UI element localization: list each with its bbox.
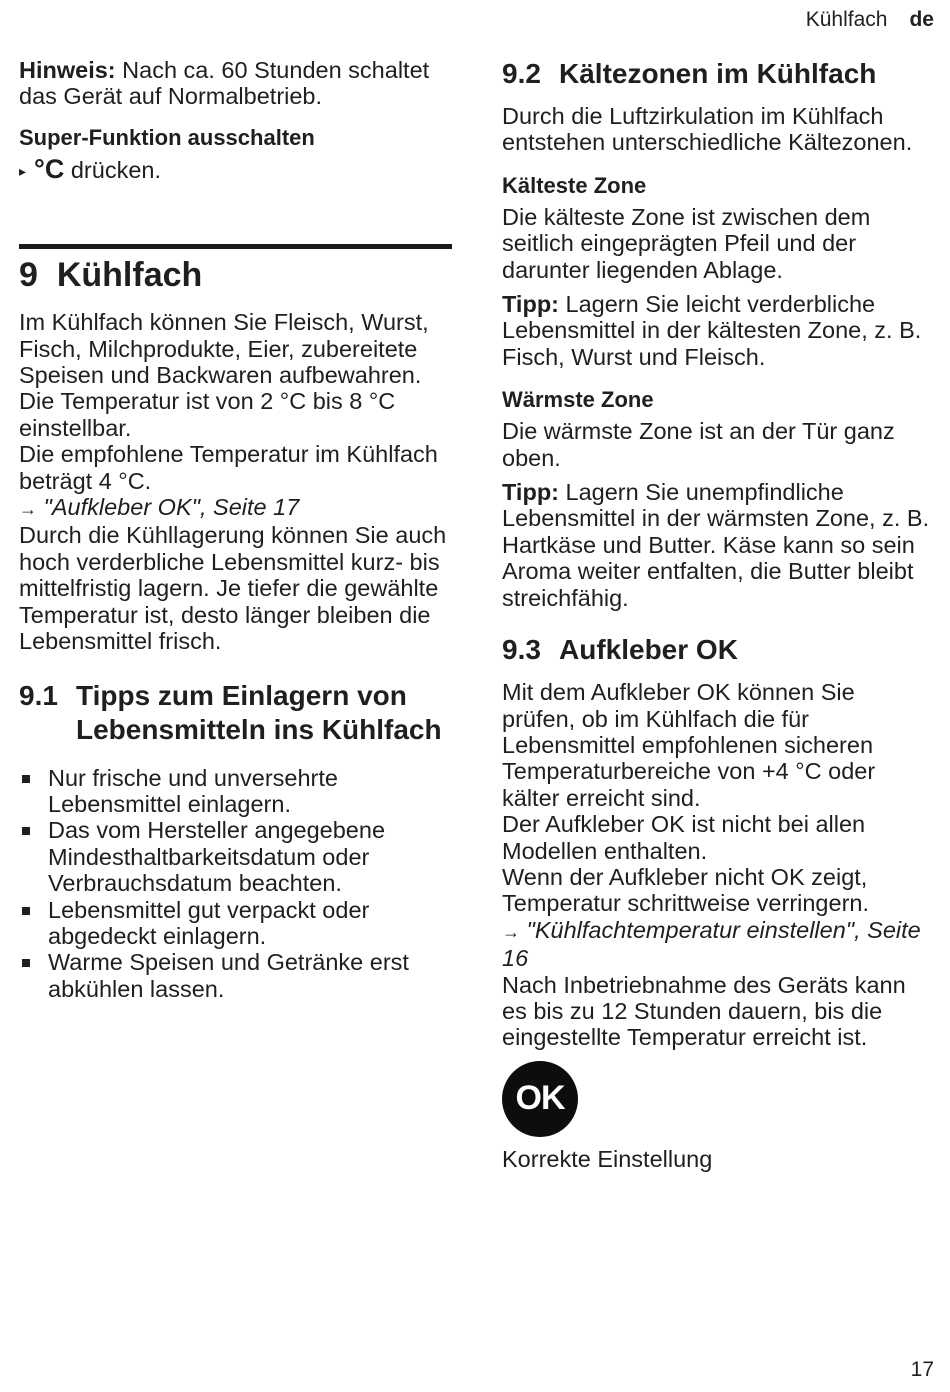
super-off-step — [19, 153, 452, 184]
section-9-3-number: 9.3 — [502, 634, 541, 666]
intro-paragraph-2: Die Temperatur ist von 2 °C bis 8 °C einstellbar. — [19, 388, 396, 441]
chapter-title: Kühlfach — [56, 256, 203, 295]
note-text: Nach ca. 60 Stunden schaltet das Gerät auf Normalbetrieb. — [19, 57, 430, 110]
section-9-3-cross-reference[interactable] — [502, 917, 932, 972]
coldest-zone-tip — [502, 291, 932, 370]
coldest-zone-text: Die kälteste Zone ist zwischen dem seitlich eingeprägten Pfeil und der darunter liegenden Ablage. — [502, 203, 871, 283]
list-item: Das vom Hersteller angegebene Mindesthaltbarkeitsdatum oder Verbrauchsdatum beachten. — [19, 817, 452, 896]
intro-paragraph-4: Durch die Kühllagerung können Sie auch hoch verderbliche Lebensmittel kurz- bis mittelfristig lagern. Je tiefer die gewählte Temperatur ist, desto länger bleiben die Lebensmittel frisch. — [19, 522, 447, 655]
reference-arrow-icon: → — [502, 921, 520, 942]
header-section: Kühlfach — [805, 8, 888, 31]
header-language: de — [909, 8, 934, 31]
storage-tips-list — [19, 765, 452, 1003]
bullet-square-icon — [22, 827, 30, 835]
chapter-rule — [19, 244, 452, 249]
section-9-3-xref-text: "Kühlfachtemperatur einstellen", Seite 16 — [502, 916, 921, 972]
running-header — [806, 8, 934, 32]
list-item: Warme Speisen und Getränke erst abkühlen lassen. — [19, 949, 452, 1002]
section-9-2-number: 9.2 — [502, 58, 541, 89]
note-label: Hinweis: — [19, 57, 116, 83]
section-9-2-intro: Durch die Luftzirkulation im Kühlfach entstehen unterschiedliche Kältezonen. — [502, 103, 913, 156]
note-paragraph — [19, 57, 452, 110]
section-9-3-paragraph-1: Mit dem Aufkleber OK können Sie prüfen, ob im Kühlfach die für Lebensmittel empfohlenen sicheren Temperaturbereiche von +4 °C oder kälter erreicht sind. — [502, 679, 876, 811]
warmest-tip-text: Lagern Sie unempfindliche Lebensmittel in der wärmsten Zone, z. B. Hartkäse und Butter. Käse kann so sein Aroma weiter entfalten, die Butter bleibt streichfähig. — [502, 479, 930, 611]
right-column — [502, 55, 932, 1172]
section-9-3-heading — [502, 633, 932, 667]
section-9-3-title: Aufkleber OK — [559, 634, 738, 666]
list-item: Lebensmittel gut verpackt oder abgedeckt einlagern. — [19, 897, 452, 950]
ok-caption: Korrekte Einstellung — [502, 1145, 713, 1172]
bullet-square-icon — [22, 775, 30, 783]
warmest-zone-text: Die wärmste Zone ist an der Tür ganz oben. — [502, 418, 895, 471]
bullet-square-icon — [22, 907, 30, 915]
intro-paragraph-1: Im Kühlfach können Sie Fleisch, Wurst, Fisch, Milchprodukte, Eier, zubereitete Speisen und Backwaren aufbewahren. — [19, 309, 429, 389]
section-9-3-paragraph-4: Nach Inbetriebnahme des Geräts kann es bis zu 12 Stunden dauern, bis die eingestellte Temperatur erreicht ist. — [502, 971, 906, 1051]
ok-sticker-icon: OK — [502, 1061, 578, 1137]
section-9-1-heading — [19, 679, 452, 747]
page-number: 17 — [910, 1358, 934, 1381]
tip-label: Tipp: — [502, 291, 559, 318]
temperature-button-symbol: °C — [34, 153, 65, 184]
section-9-2-title: Kältezonen im Kühlfach — [559, 58, 877, 89]
left-column — [19, 55, 452, 1002]
tip-label: Tipp: — [502, 479, 559, 506]
coldest-zone-heading: Kälteste Zone — [502, 172, 647, 198]
section-9-1-title: Tipps zum Einlagern von Lebensmitteln ins Kühlfach — [76, 679, 442, 745]
section-9-3-paragraph-2: Der Aufkleber OK ist nicht bei allen Modellen enthalten. — [502, 811, 866, 864]
section-9-2-heading — [502, 57, 932, 91]
super-off-text: drücken. — [64, 156, 161, 183]
intro-cross-reference[interactable] — [19, 494, 452, 522]
super-off-heading: Super-Funktion ausschalten — [19, 124, 315, 150]
chapter-number: 9 — [19, 256, 38, 295]
list-item: Nur frische und unversehrte Lebensmittel einlagern. — [19, 765, 452, 818]
coldest-tip-text: Lagern Sie leicht verderbliche Lebensmittel in der kältesten Zone, z. B. Fisch, Wurst und Fleisch. — [502, 291, 922, 370]
intro-paragraph-3: Die empfohlene Temperatur im Kühlfach beträgt 4 °C. — [19, 441, 438, 494]
section-9-3-paragraph-3: Wenn der Aufkleber nicht OK zeigt, Temperatur schrittweise verringern. — [502, 863, 869, 917]
warmest-zone-heading: Wärmste Zone — [502, 387, 654, 413]
bullet-square-icon — [22, 959, 30, 967]
step-triangle-icon: ▸ — [19, 162, 27, 179]
section-9-1-number: 9.1 — [19, 679, 58, 711]
intro-xref-text: "Aufkleber OK", Seite 17 — [43, 494, 300, 521]
warmest-zone-tip — [502, 479, 932, 611]
chapter-heading — [19, 253, 452, 297]
reference-arrow-icon: → — [19, 499, 37, 520]
